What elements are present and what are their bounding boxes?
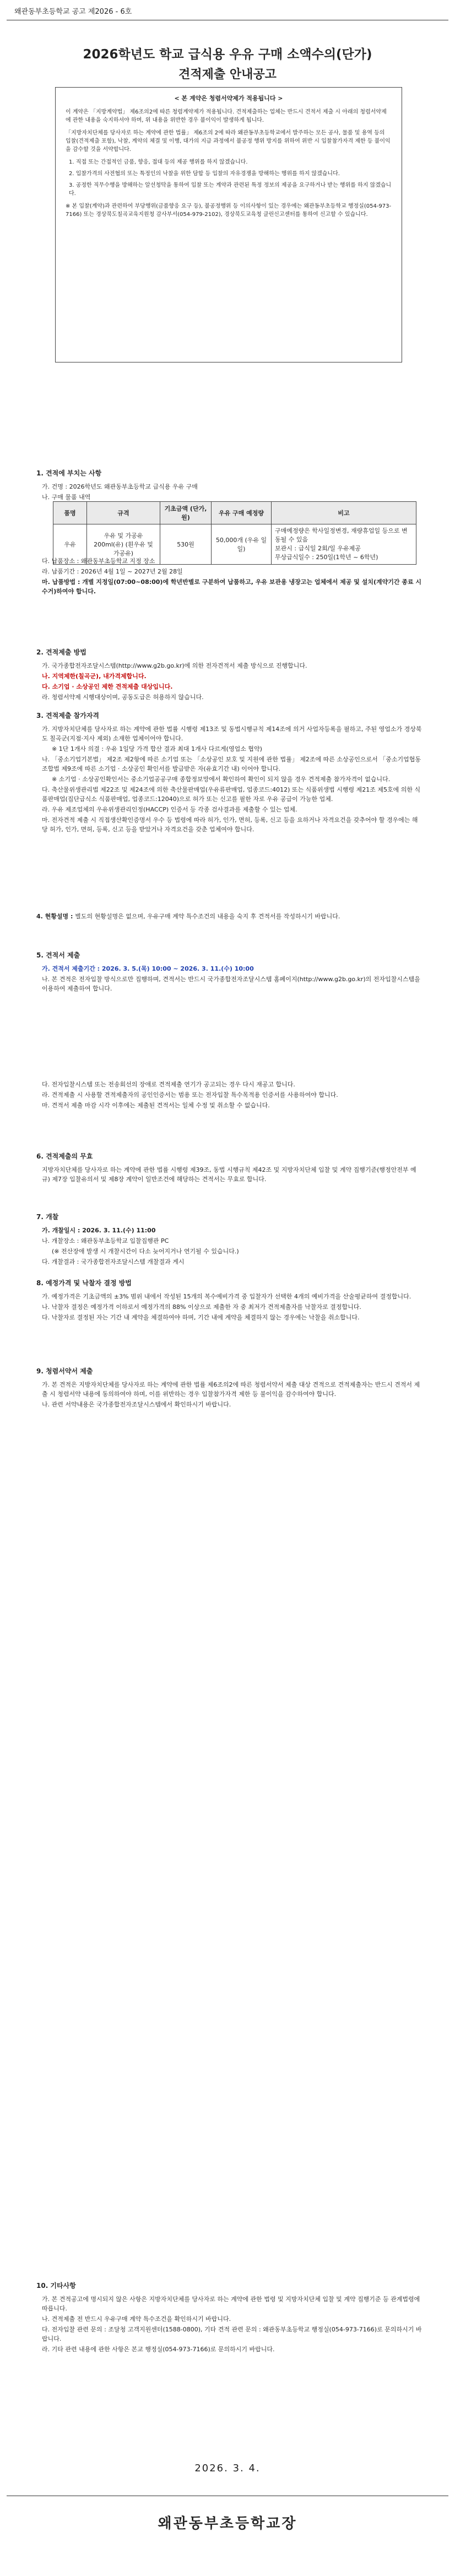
briefing-text: 별도의 현황설명은 없으며, 우유구매 계약 특수조건의 내용을 숙지 후 견적서를 작성하시기 바랍니다.	[75, 913, 340, 920]
section-1-details	[36, 556, 422, 597]
notice-note: ※ 본 입찰(계약)과 관련하여 부당행위(금품향응 요구 등), 불공정행위 등 이의사항이 있는 경우에는 왜관동부초등학교 행정실(054-973-7166) 또는 경상북도칠곡교육지원청 감사부서(054-979-2102), 경상북도교육청 클린신고센터를 통하여 신고할 수 있습니다.	[66, 203, 392, 218]
notice-heading: < 본 계약은 청렴서약제가 적용됩니다 >	[174, 95, 283, 102]
item-name: 2026학년도 왜관동부초등학교 급식용 우유 구매	[69, 483, 198, 490]
table-header-row	[53, 502, 416, 524]
section-6	[36, 1151, 422, 1185]
section-3-title: 3. 견적제출 참가자격	[36, 712, 100, 719]
qualification-note: ※ 소기업 · 소상공인확인서는 중소기업공공구매 종합정보망에서 확인하여 확인이 되지 않을 경우 견적제출 참가자격이 없습니다.	[52, 776, 391, 783]
cell-item: 우유	[53, 524, 87, 565]
section-8	[36, 1278, 422, 1323]
opening-place: 나. 개찰장소 : 왜관동부초등학교 입찰집행관 PC	[42, 1237, 169, 1244]
section-4	[36, 912, 422, 922]
misc-line: 나. 견적제출 전 반드시 우유구매 계약 특수조건을 확인하시기 바랍니다.	[42, 2315, 231, 2323]
integrity-notice-box	[55, 87, 402, 362]
method-line: 가. 국가종합전자조달시스템(http://www.g2b.go.kr)에 의한 전자견적서 제출 방식으로 진행합니다.	[42, 662, 307, 669]
qualification-line: 다. 축산물위생관리법 제22조 및 제24조에 의한 축산물판매업(우유류판매업, 업종코드:4012) 또는 식품위생법 시행령 제21조 제5호에 의한 식품판매업(집단급식소 식품판매업, 업종코드:12040)으로 허가 또는 신고를 필한 자로 우유 공급이 가능한 업체.	[42, 786, 421, 803]
col-header-amount: 우유 구매 예정량	[212, 502, 272, 524]
notice-item: 2. 입찰가격의 사전협의 또는 특정인의 낙찰을 위한 담합 등 입찰의 자유경쟁을 방해하는 행위를 하지 않겠습니다.	[69, 171, 340, 177]
section-1	[36, 468, 422, 503]
method-line: 나. 지역제한(칠곡군), 내가격제합니다.	[42, 673, 147, 680]
delivery-method: 마. 납품방법 : 개별 지정일(07:00~08:00)에 학년반별로 구분하여 납품하고, 우유 보관용 냉장고는 업체에서 제공 및 설치(계약기간 종료 시 수거)하여야 합니다.	[42, 578, 422, 595]
invalid-text: 지방자치단체를 당사자로 하는 계약에 관한 법률 시행령 제39조, 동법 시행규칙 제42조 및 지방자치단체 입찰 및 계약 집행기준(행정안전부 예규) 제7장 입찰유의서 및 제8장 계약이 일반조건에 해당하는 견적서는 무효로 합니다.	[42, 1166, 416, 1183]
misc-line: 다. 전자입찰 관련 문의 : 조달청 고객지원센터(1588-0800), 기타 견적 관련 문의 : 왜관동부초등학교 행정실(054-973-7166)로 문의하시기 바랍니다.	[42, 2326, 422, 2342]
notice-number: 왜관동부초등학교 공고 제2026 - 6호	[14, 8, 132, 16]
cell-amount: 50,000개 (우유 일일)	[212, 524, 272, 565]
section-3	[36, 711, 422, 835]
section-9-title: 9. 청렴서약서 제출	[36, 1367, 93, 1375]
col-header-remarks: 비고	[272, 502, 416, 524]
col-header-item: 품명	[53, 502, 87, 524]
qualification-note: ※ 1단 1개사 의결 : 우유 1일당 가격 합산 결과 최대 1개사 다르게(영업소 협약)	[52, 745, 262, 753]
col-header-spec: 규격	[87, 502, 160, 524]
integrity-line: 가. 본 견적은 지방자치단체를 당사자로 하는 계약에 관한 법률 제6조의2에 따른 청렴서약서 제출 대상 견적으로 견적제출자는 반드시 견적서 제출 시 청렴서약 내용에 동의하여야 하며, 이를 위반하는 경우 입찰참가자격 제한 등 불이익을 감수하여야 합니다.	[42, 1381, 420, 1398]
section-2-title: 2. 견적제출 방법	[36, 648, 86, 656]
notice-items	[66, 158, 392, 198]
cell-spec: 우유 및 가공유 200ml(유) (흰우유 및 가공유)	[87, 524, 160, 565]
award-line: 가. 예정가격은 기초금액의 ±3% 범위 내에서 작성된 15개의 복수예비가격 중 입찰자가 선택한 4개의 예비가격을 산술평균하여 결정합니다.	[42, 1293, 411, 1300]
misc-line: 가. 본 견적공고에 명시되지 않은 사항은 지방자치단체를 당사자로 하는 계약에 관한 법령 및 지방자치단체 입찰 및 계약 집행기준 등 관계법령에 따릅니다.	[42, 2296, 420, 2312]
cell-unit-price: 530원	[160, 524, 212, 565]
section-7	[36, 1212, 422, 1268]
item-name-line	[42, 482, 422, 491]
integrity-line: 나. 관련 서약내용은 국가종합전자조달시스템에서 확인하시기 바랍니다.	[42, 1401, 231, 1408]
opening-note: (※ 전산장애 발생 시 개찰시간이 다소 늦어지거나 연기될 수 있습니다.)	[52, 1248, 239, 1255]
section-9	[36, 1366, 422, 1410]
remark: 구매예정량은 학사일정변경, 재량휴업일 등으로 변동될 수 있음	[275, 527, 408, 543]
purchase-items-table	[53, 501, 416, 565]
notice-intro: 이 계약은 「지방계약법」 제6조의2에 따른 청렴계약제가 적용됩니다. 견적제출하는 업체는 반드시 견적서 제출 시 아래의 청렴서약제에 관한 내용을 숙지하셔야 하며, 위 내용을 위반한 경우 불이익이 발생하게 됩니다.	[66, 109, 387, 123]
submission-note: 마. 견적서 제출 마감 시각 이후에는 제출된 견적서는 일체 수정 및 취소할 수 없습니다.	[42, 1102, 270, 1109]
misc-line: 라. 기타 관련 내용에 관한 사항은 본교 행정실(054-973-7166)로 문의하시기 바랍니다.	[42, 2346, 275, 2353]
page-title: 2026학년도 학교 급식용 우유 구매 소액수의(단가)	[83, 47, 372, 62]
submission-note: 다. 전자입찰시스템 또는 전송회선의 장애로 견적제출 연기가 공고되는 경우 다시 재공고 합니다.	[42, 1081, 295, 1088]
item-detail-label: 나. 구매 물품 내역	[42, 494, 91, 501]
item-name-label: 가. 건명 :	[42, 483, 69, 490]
qualification-line: 가. 지방자치단체를 당사자로 하는 계약에 관한 법률 시행령 제13조 및 동법시행규칙 제14조에 의거 사업자등록을 필하고, 주된 영업소가 경상북도 칠곡군(지점·지사 제외) 소재한 업체이어야 합니다.	[42, 726, 422, 742]
section-10	[36, 2281, 422, 2355]
section-6-title: 6. 견적제출의 무효	[36, 1152, 93, 1160]
method-line: 다. 소기업 · 소상공인 제한 견적제출 대상입니다.	[42, 683, 173, 690]
notice-intro-2: 「지방자치단체를 당사자로 하는 계약에 관한 법률」 제6조의 2에 따라 왜관동부초등학교에서 발주하는 모든 공사, 물품 및 용역 등의 입찰(견적제출 포함), 낙찰, 계약의 체결 및 이행, 대가의 지급 과정에서 불공정 행위 방지를 위하여 위반 시 입찰참가자격 제한 등 불이익을 감수할 것을 서약합니다.	[66, 130, 391, 153]
qualification-line: 라. 우유 제조업체의 우유위생관리인정(HACCP) 인증서 등 각종 검사결과를 제출할 수 있는 업체.	[42, 806, 297, 813]
submission-method: 나. 본 견적은 전자입찰 방식으로만 집행하며, 견적서는 반드시 국가종합전자조달시스템 홈페이지(http://www.g2b.go.kr)의 전자입찰시스템을 이용하여 제출하여 합니다.	[42, 976, 420, 992]
section-4-title: 4. 현황설명 :	[36, 913, 75, 920]
page-subtitle: 견적제출 안내공고	[178, 68, 277, 82]
section-5-title: 5. 견적서 제출	[36, 951, 80, 959]
briefing-line	[36, 912, 422, 921]
award-line: 다. 낙찰자로 결정된 자는 기간 내 계약을 체결하여야 하며, 기간 내에 계약을 체결하지 않는 경우에는 낙찰을 취소합니다.	[42, 1314, 360, 1321]
submission-period: 가. 견적서 제출기간 : 2026. 3. 5.(목) 10:00 ~ 2026. 3. 11.(수) 10:00	[42, 965, 254, 972]
method-line: 라. 청렴서약제 시행대상이며, 공동도급은 허용하지 않습니다.	[42, 694, 204, 701]
notice-item: 1. 직접 또는 간접적인 금품, 향응, 접대 등의 제공 행위를 하지 않겠습니다.	[69, 159, 248, 165]
qualification-line: 나. 「중소기업기본법」 제2조 제2항에 따른 소기업 또는 「소상공인 보호 및 지원에 관한 법률」 제2조에 따른 소상공인으로서 「중소기업협동조합법 제9조에 따른 소기업 · 소상공인 확인서를 발급받은 자(유효기간 내) 이어야 합니다.	[42, 756, 421, 772]
opening-result: 다. 개찰결과 : 국가종합전자조달시스템 개찰결과 게시	[42, 1258, 185, 1265]
delivery-period: 라. 납품기간 : 2026년 4월 1일 ~ 2027년 2월 28일	[42, 568, 183, 575]
col-header-unit-price: 기초금액 (단가, 원)	[160, 502, 212, 524]
qualification-line: 마. 전자견적 제출 시 직접생산확인증명서 우수 등 법령에 따라 허가, 인가, 면허, 등록, 신고 등을 요하거나 자격요건을 갖추어야 할 경우에는 해당 허가, 인가, 면허, 등록, 신고 등을 받았거나 자격요건을 갖춘 업체여야 합니다.	[42, 816, 418, 833]
section-5	[36, 950, 422, 994]
delivery-place: 다. 납품장소 : 왜관동부초등학교 지정 장소	[42, 558, 155, 565]
award-line: 나. 낙찰자 결정은 예정가격 이하로서 예정가격의 88% 이상으로 제출한 자 중 최저가 견적제출자를 낙찰자로 결정합니다.	[42, 1303, 361, 1311]
opening-time: 가. 개찰일시 : 2026. 3. 11.(수) 11:00	[42, 1227, 156, 1234]
section-2	[36, 647, 422, 703]
notice-date: 2026. 3. 4.	[194, 2463, 261, 2474]
remark: 보관시 : 급식일 2회/일 우유제공	[275, 545, 361, 552]
section-10-title: 10. 기타사항	[36, 2282, 76, 2290]
section-8-title: 8. 예정가격 및 낙찰자 결정 방법	[36, 1279, 132, 1287]
section-5-continued	[36, 1080, 422, 1111]
remark: 무상급식일수 : 250일(1학년 ~ 6학년)	[275, 554, 378, 561]
submission-note: 라. 견적제출 시 사용할 견적제출자의 공인인증서는 범용 또는 전자입찰 특수목적용 인증서를 사용하여야 합니다.	[42, 1091, 338, 1098]
school-principal: 왜관동부초등학교장	[158, 2515, 297, 2532]
section-1-title: 1. 견적에 부치는 사항	[36, 469, 102, 477]
notice-item: 3. 공정한 직무수행을 방해하는 알선청탁을 통하여 입찰 또는 계약과 관련된 특정 정보의 제공을 요구하거나 받는 행위를 하지 않겠습니다.	[69, 182, 392, 197]
section-7-title: 7. 개찰	[36, 1213, 59, 1221]
